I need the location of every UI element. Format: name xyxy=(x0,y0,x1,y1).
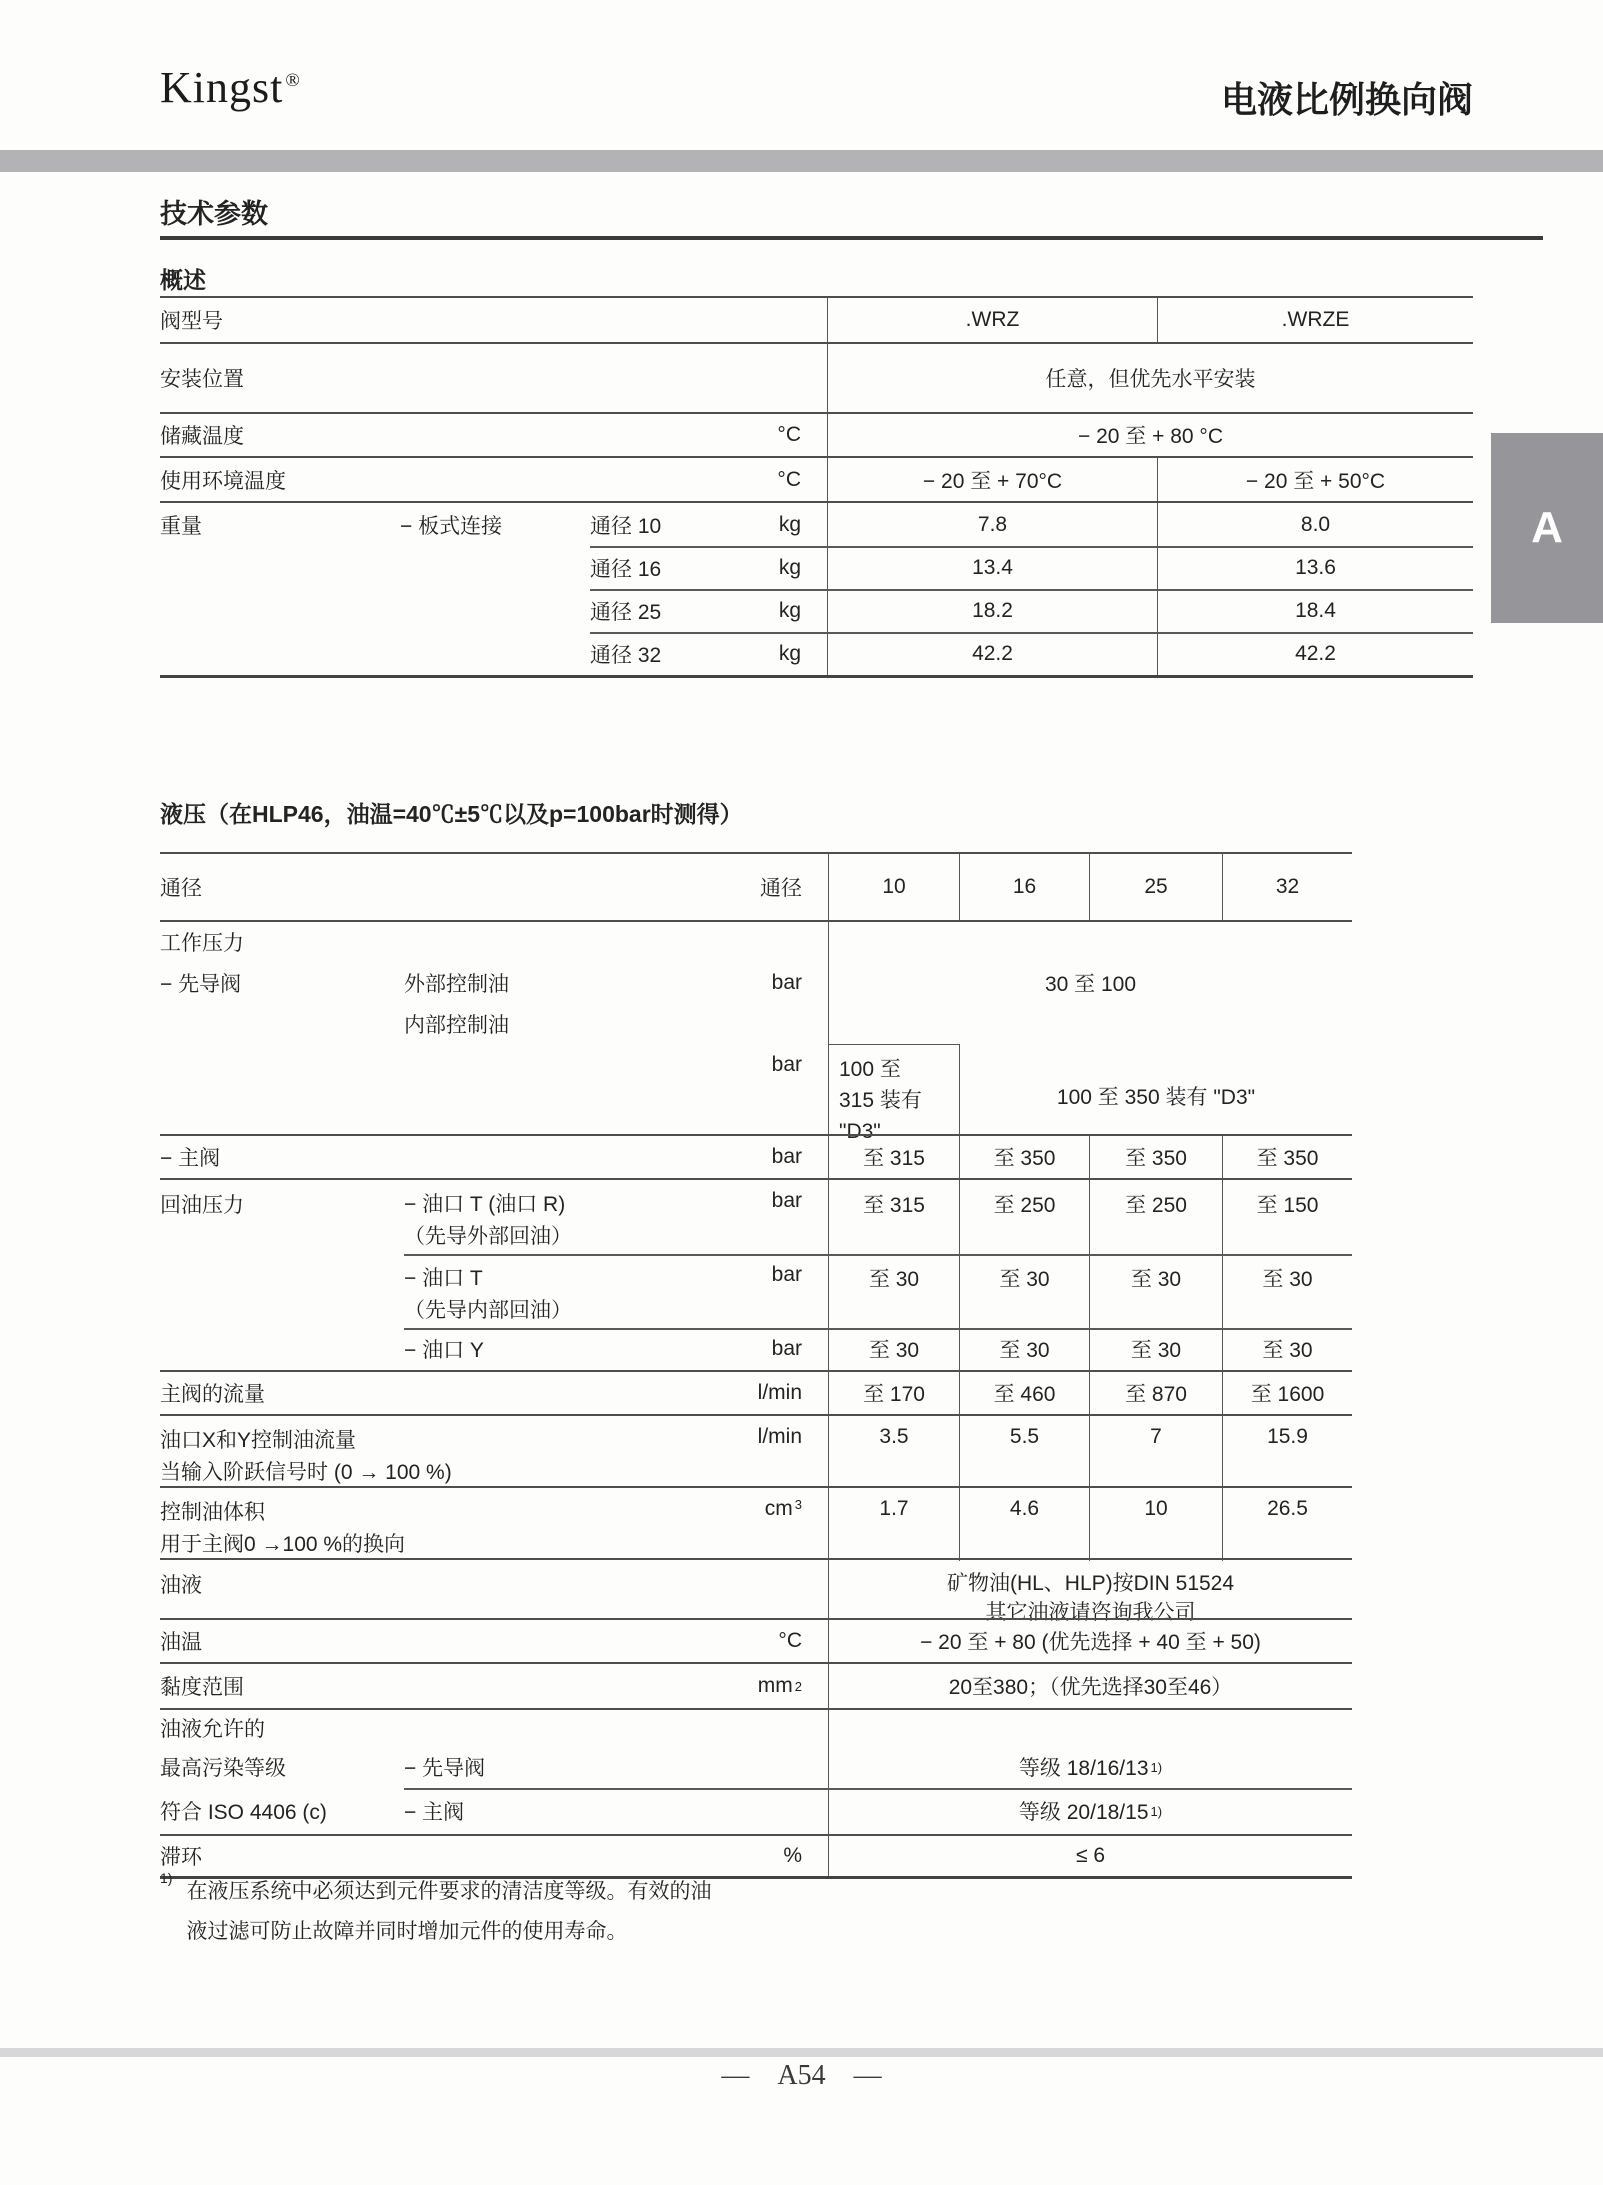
row-sublabel: − 油口 Y xyxy=(404,1339,484,1362)
value-dn32: 至 1600 xyxy=(1222,1372,1352,1414)
table-row xyxy=(160,1834,1352,1876)
value-dn25: 至 250 xyxy=(1089,1180,1222,1254)
subsection-title-overview: 概述 xyxy=(160,267,206,293)
table-row xyxy=(160,1486,1352,1558)
value-wrz: 13.4 xyxy=(827,546,1157,589)
value-span xyxy=(828,1560,1352,1627)
value-wrz: .WRZ xyxy=(827,298,1157,342)
sublabel-line: − 油口 T (油口 R) xyxy=(404,1193,566,1216)
value-dn32: 15.9 xyxy=(1222,1416,1352,1489)
value-dn10: 至 315 xyxy=(828,1136,959,1178)
size-column-header: 32 xyxy=(1222,854,1352,920)
value-line: 315 装有 xyxy=(839,1089,922,1112)
row-sublabel: − 主阀 xyxy=(404,1801,465,1824)
unit-superscript: 3 xyxy=(794,1497,802,1512)
row-label: 重量 xyxy=(160,514,202,538)
row-label xyxy=(160,1488,590,1561)
page-title: 电液比例换向阀 xyxy=(1220,79,1473,120)
table-row xyxy=(160,1558,1352,1624)
unit-cell xyxy=(590,1664,828,1708)
table-row xyxy=(160,1746,1352,1788)
footnote-text xyxy=(186,1872,711,1952)
footer-dash: — xyxy=(853,2060,882,2091)
unit-cell: kg xyxy=(778,598,801,622)
table-row xyxy=(160,1328,1352,1370)
value-dn16: 至 30 xyxy=(959,1254,1089,1328)
unit-cell: bar xyxy=(771,971,802,994)
value-dn25: 10 xyxy=(1089,1488,1222,1561)
value-line: 其它油液请咨询我公司 xyxy=(985,1601,1196,1624)
table-row xyxy=(160,589,1473,632)
footer-divider-bar xyxy=(0,2048,1603,2057)
footnote xyxy=(160,1872,711,1952)
sublabel-line: − 油口 T xyxy=(404,1267,483,1290)
overview-table xyxy=(160,296,1473,678)
row-label: 回油压力 xyxy=(160,1194,244,1217)
page-number: A54 xyxy=(777,2060,826,2091)
value-dn10: 至 315 xyxy=(828,1180,959,1254)
table-row xyxy=(160,546,1473,589)
table-row xyxy=(160,1618,1352,1662)
footnote-line: 液过滤可防止故障并同时增加元件的使用寿命。 xyxy=(186,1920,628,1943)
row-label: 使用环境温度 xyxy=(160,469,286,493)
value-span: 任意，但优先水平安装 xyxy=(827,344,1473,412)
value-wrze: 18.4 xyxy=(1157,589,1473,632)
value-dn16: 至 350 xyxy=(959,1136,1089,1178)
value-line: 矿物油(HL、HLP)按DIN 51524 xyxy=(946,1572,1235,1595)
table-row xyxy=(160,342,1473,412)
table-row xyxy=(160,1788,1352,1834)
unit-base: mm xyxy=(757,1674,793,1697)
table-row xyxy=(160,1370,1352,1414)
value-dn16: 至 250 xyxy=(959,1180,1089,1254)
unit-cell: bar xyxy=(771,1263,802,1286)
row-label: 油液 xyxy=(160,1574,202,1597)
section-title-tech-params: 技术参数 xyxy=(160,199,268,229)
unit-cell xyxy=(757,344,827,412)
value-dn25: 至 30 xyxy=(1089,1328,1222,1370)
footnote-line: 在液压系统中必须达到元件要求的清洁度等级。有效的油 xyxy=(186,1880,712,1903)
section-index-tab xyxy=(1491,433,1603,623)
grade-value: 等级 20/18/15 xyxy=(1018,1801,1149,1824)
value-span: 30 至 100 xyxy=(828,962,1352,1004)
size-label: 通径 32 xyxy=(590,643,662,667)
row-label: 工作压力 xyxy=(160,932,244,955)
unit-cell: kg xyxy=(778,512,801,536)
value-wrze: − 20 至 + 50°C xyxy=(1157,458,1473,501)
unit-cell: bar xyxy=(771,1053,802,1076)
unit-cell: l/min xyxy=(757,1425,802,1448)
table-row xyxy=(160,632,1473,675)
unit-superscript: 2 xyxy=(794,1678,802,1694)
value-dn10: 至 30 xyxy=(828,1328,959,1370)
unit-cell: bar xyxy=(771,1337,802,1360)
value-span: − 20 至 + 80 °C xyxy=(827,414,1473,456)
value-dn10: 1.7 xyxy=(828,1488,959,1561)
table-header-row xyxy=(160,854,1352,922)
unit-cell: bar xyxy=(771,1145,802,1168)
unit-cell: l/min xyxy=(757,1381,802,1404)
unit-cell: bar xyxy=(771,1189,802,1212)
brand-name: Kingst xyxy=(160,63,284,112)
row-sublabel: 内部控制油 xyxy=(404,1014,509,1037)
unit-cell: % xyxy=(783,1844,802,1867)
page-footer xyxy=(0,2060,1603,2092)
empty-cell xyxy=(828,922,1352,962)
value-dn16: 4.6 xyxy=(959,1488,1089,1561)
value-dn25: 7 xyxy=(1089,1416,1222,1489)
header-label: 通径 xyxy=(160,877,202,900)
unit-cell: kg xyxy=(778,555,801,579)
grade-value: 等级 18/16/13 xyxy=(1018,1757,1149,1780)
row-label: 油液允许的 xyxy=(160,1718,265,1741)
size-label: 通径 10 xyxy=(590,514,662,538)
size-column-header: 25 xyxy=(1089,854,1222,920)
value-dn10: 至 30 xyxy=(828,1254,959,1328)
value-dn32: 至 150 xyxy=(1222,1180,1352,1254)
sublabel-line: （先导内部回油） xyxy=(404,1299,572,1322)
value-wrze: 8.0 xyxy=(1157,503,1473,546)
size-label: 通径 25 xyxy=(590,600,662,624)
value-dn10: 3.5 xyxy=(828,1416,959,1489)
row-label: 主阀的流量 xyxy=(160,1383,265,1406)
unit-base: cm xyxy=(764,1497,793,1520)
registered-mark-icon: ® xyxy=(285,70,301,92)
table-row xyxy=(160,962,1352,1004)
value-dn32: 至 30 xyxy=(1222,1328,1352,1370)
value-dn32: 至 30 xyxy=(1222,1254,1352,1328)
value-wrz: 7.8 xyxy=(827,503,1157,546)
footnote-marker: 1) xyxy=(160,1870,173,1886)
row-label: 储藏温度 xyxy=(160,425,244,448)
value-wrze: 42.2 xyxy=(1157,632,1473,675)
header-unit-label: 通径 xyxy=(760,877,802,900)
value-dn16: 至 30 xyxy=(959,1328,1089,1370)
value-span xyxy=(828,1788,1352,1834)
section-index-letter: A xyxy=(1531,503,1563,552)
hydraulic-table xyxy=(160,852,1352,1879)
table-row xyxy=(160,1134,1352,1178)
value-line: 100 至 xyxy=(839,1058,901,1081)
row-sublabel: − 板式连接 xyxy=(400,514,503,538)
unit-cell: °C xyxy=(777,423,801,446)
value-wrz: 18.2 xyxy=(827,589,1157,632)
row-label: 符合 ISO 4406 (c) xyxy=(160,1801,327,1824)
table-row xyxy=(160,1044,1352,1143)
row-label: 黏度范围 xyxy=(160,1676,244,1699)
label-line: 油口X和Y控制油流量 xyxy=(160,1429,357,1452)
value-dn25: 至 350 xyxy=(1089,1136,1222,1178)
sublabel-line: （先导外部回油） xyxy=(404,1225,572,1248)
value-dn25: 至 30 xyxy=(1089,1254,1222,1328)
row-label: 最高污染等级 xyxy=(160,1757,286,1780)
table-row xyxy=(160,501,1473,546)
tech-params-rule xyxy=(160,236,1543,240)
table-row xyxy=(160,1414,1352,1486)
size-column-header: 10 xyxy=(828,854,959,920)
unit-cell xyxy=(590,1488,828,1561)
footer-dash: — xyxy=(721,2060,750,2091)
row-sublabel: 外部控制油 xyxy=(404,973,509,996)
value-dn16: 至 460 xyxy=(959,1372,1089,1414)
unit-cell: °C xyxy=(778,1629,802,1652)
row-label: 滞环 xyxy=(160,1846,202,1869)
footnote-ref: 1) xyxy=(1150,1803,1163,1819)
table-row xyxy=(160,1708,1352,1746)
value-dn10 xyxy=(828,1044,959,1147)
table-row xyxy=(160,1004,1352,1044)
value-dn32: 26.5 xyxy=(1222,1488,1352,1561)
row-label: − 先导阀 xyxy=(160,973,242,996)
value-dn10: 至 170 xyxy=(828,1372,959,1414)
label-line: 用于主阀0 →100 %的换向 xyxy=(160,1533,406,1556)
value-span: 20至380；（优先选择30至46） xyxy=(828,1664,1352,1708)
value-span: − 20 至 + 80 (优先选择 + 40 至 + 50) xyxy=(828,1620,1352,1662)
value-span: 100 至 350 装有 "D3" xyxy=(959,1044,1352,1147)
row-sublabel: − 先导阀 xyxy=(404,1757,486,1780)
size-column-header: 16 xyxy=(959,854,1089,920)
size-label: 通径 16 xyxy=(590,557,662,581)
row-label: 阀型号 xyxy=(160,310,223,333)
table-row xyxy=(160,298,1473,342)
value-span xyxy=(828,1746,1352,1788)
table-row xyxy=(160,1178,1352,1254)
table-row xyxy=(160,1254,1352,1328)
value-wrz: − 20 至 + 70°C xyxy=(827,458,1157,501)
unit-cell: °C xyxy=(777,467,801,491)
value-dn16: 5.5 xyxy=(959,1416,1089,1489)
table-row xyxy=(160,1662,1352,1708)
label-line: 当输入阶跃信号时 (0 → 100 %) xyxy=(160,1461,452,1484)
row-label: − 主阀 xyxy=(160,1147,221,1170)
value-wrz: 42.2 xyxy=(827,632,1157,675)
value-wrze: 13.6 xyxy=(1157,546,1473,589)
footnote-ref: 1) xyxy=(1150,1759,1163,1775)
value-span: ≤ 6 xyxy=(828,1836,1352,1876)
row-label xyxy=(160,1416,590,1489)
empty-cell xyxy=(828,1710,1352,1746)
value-wrze: .WRZE xyxy=(1157,298,1473,342)
unit-cell: kg xyxy=(778,641,801,665)
value-dn25: 至 870 xyxy=(1089,1372,1222,1414)
table-row xyxy=(160,922,1352,962)
unit-cell xyxy=(757,298,827,342)
header-divider-bar xyxy=(0,150,1603,172)
row-label: 安装位置 xyxy=(160,368,244,391)
value-dn32: 至 350 xyxy=(1222,1136,1352,1178)
value-line: "D3" xyxy=(839,1120,881,1143)
empty-cell xyxy=(828,1004,1352,1044)
subsection-title-hydraulic: 液压（在HLP46，油温=40℃±5℃以及p=100bar时测得） xyxy=(160,801,743,827)
label-line: 控制油体积 xyxy=(160,1501,265,1524)
table-row xyxy=(160,412,1473,456)
table-row xyxy=(160,456,1473,501)
row-label: 油温 xyxy=(160,1631,202,1654)
